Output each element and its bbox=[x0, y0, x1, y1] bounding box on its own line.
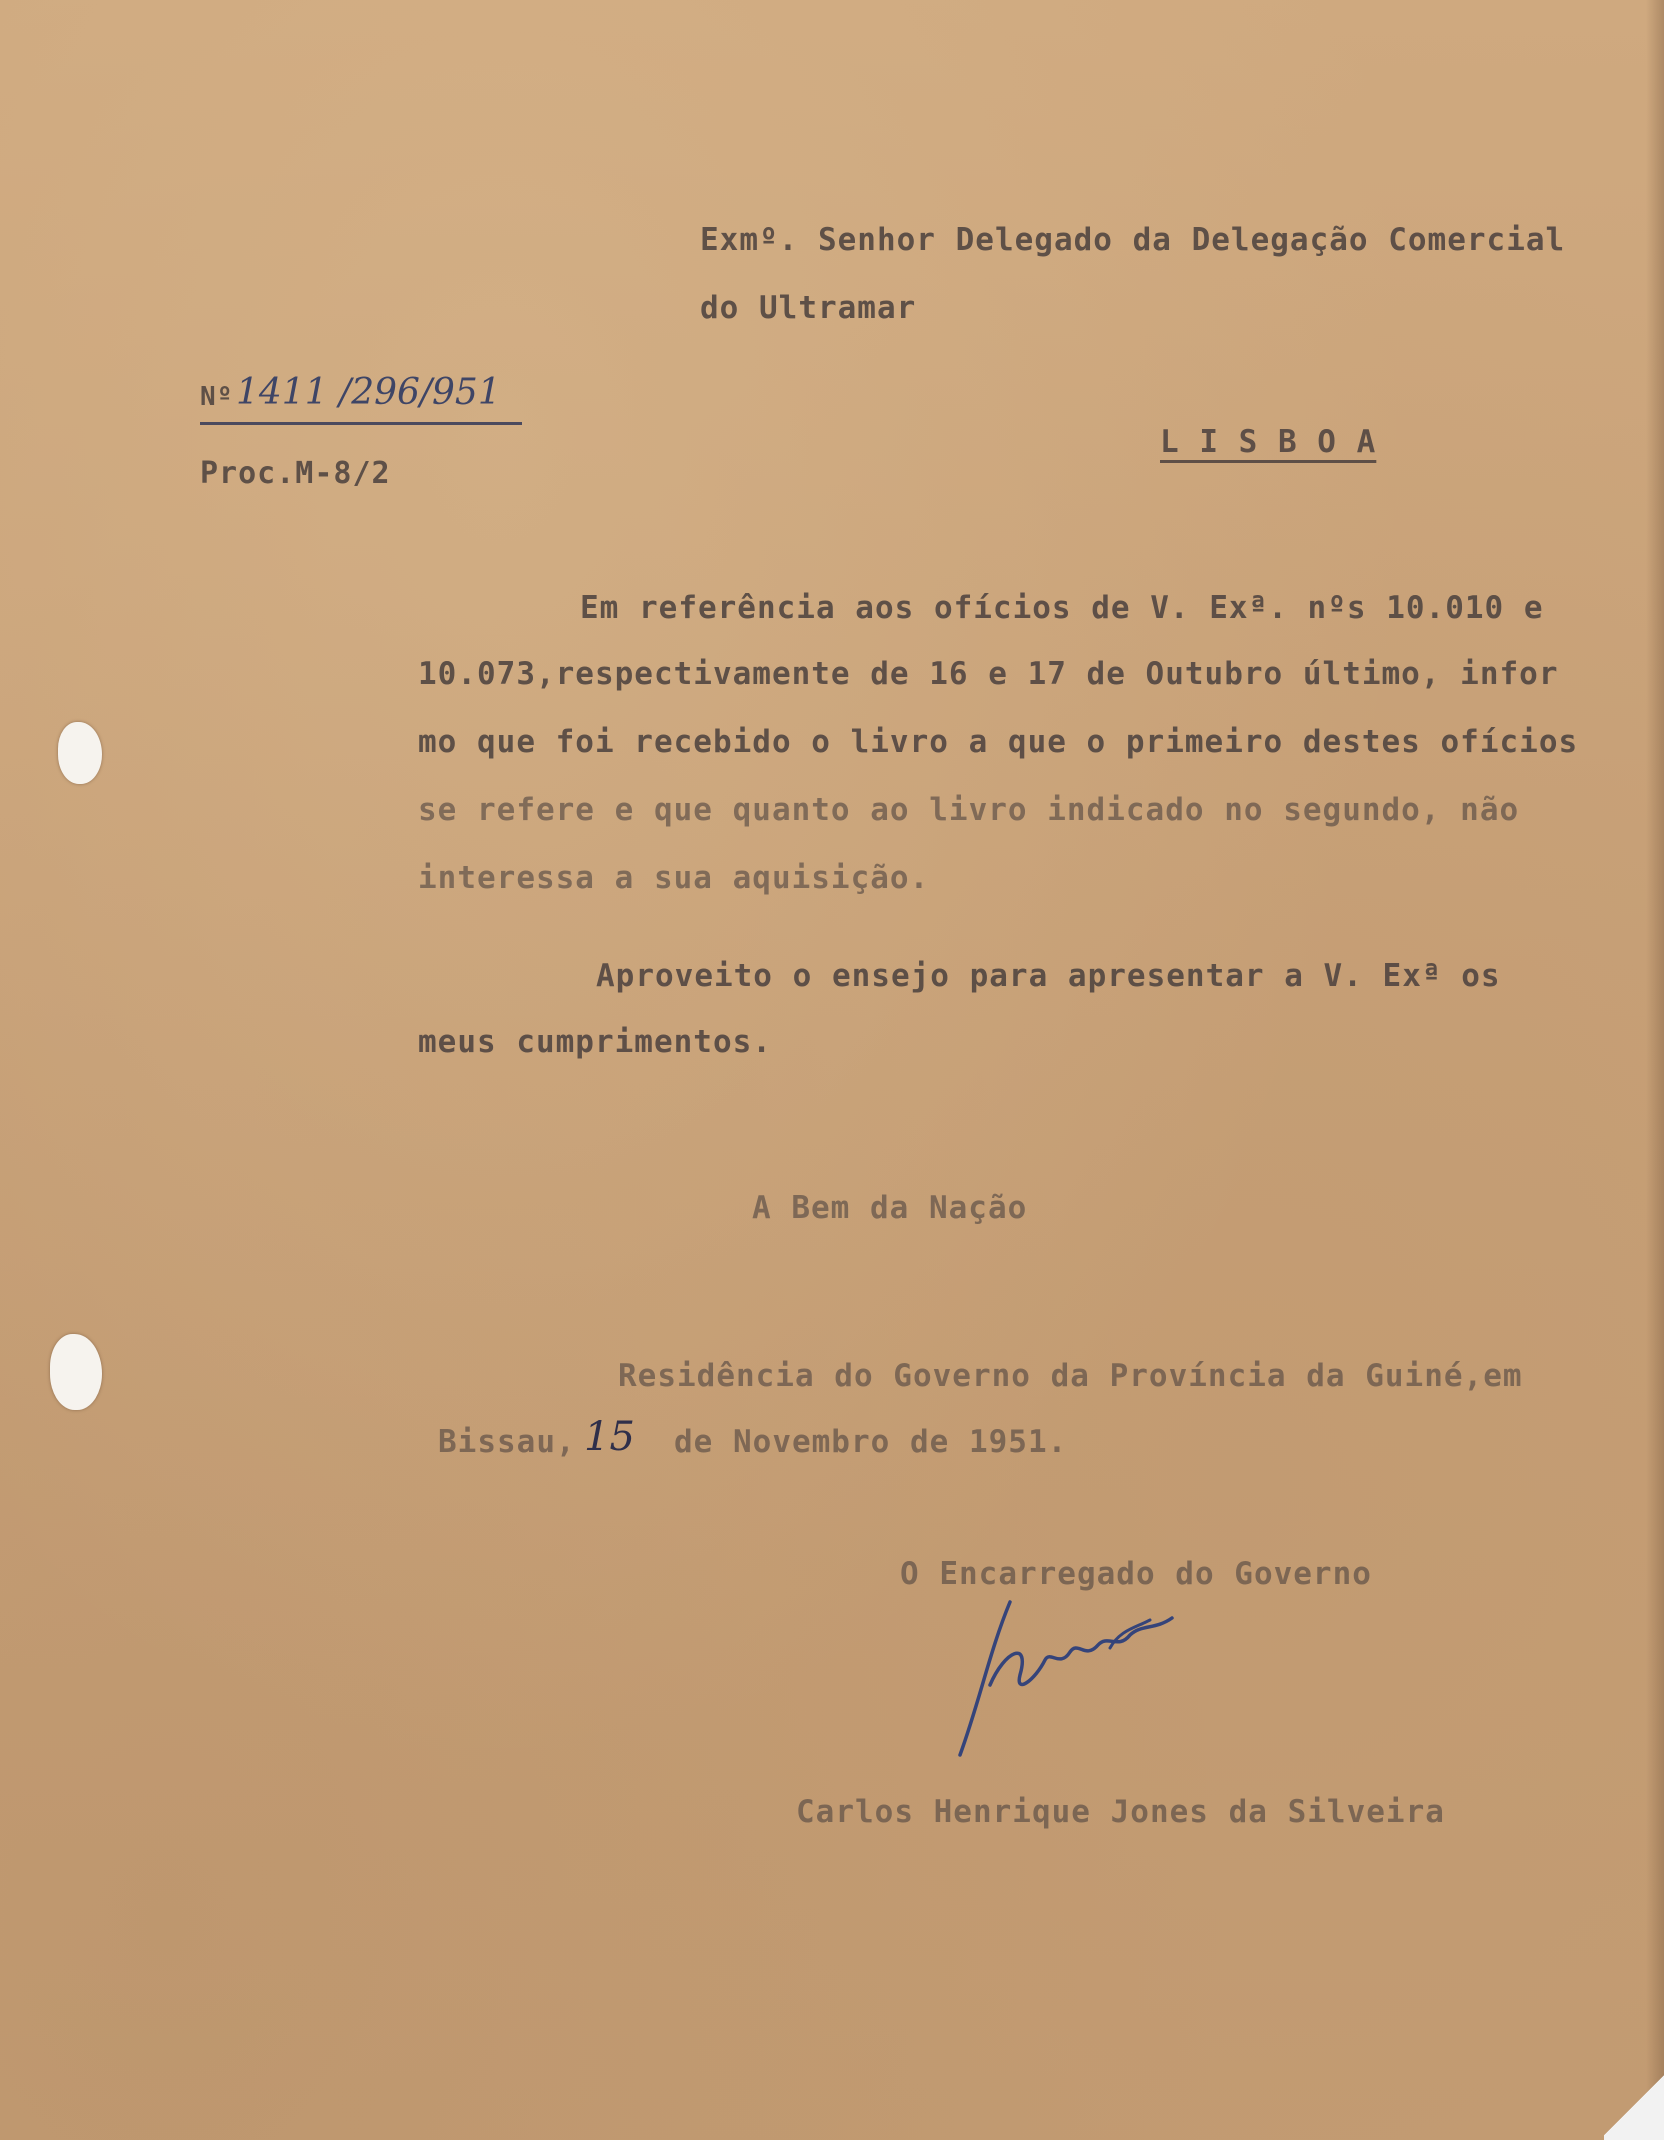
page-edge-shadow bbox=[1646, 0, 1664, 2140]
punch-hole-bottom bbox=[50, 1334, 102, 1410]
date-day-handwritten: 15 bbox=[584, 1414, 635, 1460]
city-heading: L I S B O A bbox=[1160, 424, 1377, 460]
body-line-1: Em referência aos ofícios de V. Exª. nºs 10.010 e bbox=[580, 590, 1544, 626]
date-line bbox=[438, 1414, 1098, 1474]
recipient-line-1: Exmº. Senhor Delegado da Delegação Comercial bbox=[700, 222, 1566, 258]
punch-hole-top bbox=[58, 722, 102, 784]
closing-salutation: A Bem da Nação bbox=[752, 1190, 1028, 1226]
reference-handwritten-number: 1411 /296/951 bbox=[236, 372, 501, 413]
recipient-line-2: do Ultramar bbox=[700, 290, 917, 326]
courtesy-line-1: Aproveito o ensejo para apresentar a V. Exª os bbox=[596, 958, 1501, 994]
body-line-5: interessa a sua aquisição. bbox=[418, 860, 930, 896]
signatory-title: O Encarregado do Governo bbox=[900, 1556, 1372, 1592]
body-line-4: se refere e que quanto ao livro indicado no segundo, não bbox=[418, 792, 1520, 828]
place-line: Residência do Governo da Província da Guiné,em bbox=[618, 1358, 1523, 1394]
process-number: Proc.M-8/2 bbox=[200, 456, 391, 491]
date-month-year: de Novembro de 1951. bbox=[674, 1424, 1068, 1460]
reference-prefix: Nº bbox=[200, 382, 234, 412]
courtesy-line-2: meus cumprimentos. bbox=[418, 1024, 772, 1060]
reference-number bbox=[200, 372, 530, 432]
signatory-name: Carlos Henrique Jones da Silveira bbox=[796, 1794, 1445, 1830]
reference-underline bbox=[200, 422, 522, 425]
handwritten-signature bbox=[950, 1590, 1210, 1770]
body-line-3: mo que foi recebido o livro a que o primeiro destes ofícios bbox=[418, 724, 1579, 760]
body-line-2: 10.073,respectivamente de 16 e 17 de Outubro último, infor bbox=[418, 656, 1559, 692]
torn-corner bbox=[1604, 2070, 1664, 2140]
date-city: Bissau, bbox=[438, 1424, 576, 1460]
